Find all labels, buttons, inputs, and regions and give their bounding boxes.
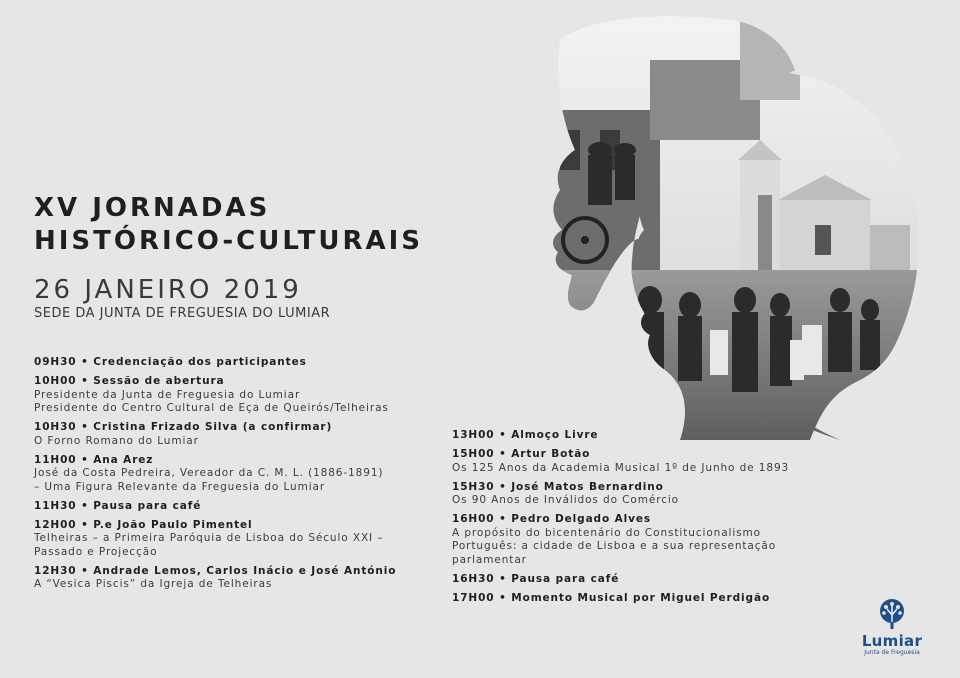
program-item (34, 500, 454, 514)
lumiar-logo (852, 598, 932, 656)
program-item-title: 13H00 • Almoço Livre (452, 429, 599, 441)
title-line-2: HISTÓRICO-CULTURAIS (34, 226, 423, 256)
program-item-title: 11H00 • Ana Arez (34, 453, 154, 466)
program-item-description: Português: a cidade de Lisboa e a sua representação (452, 540, 777, 552)
program-item-title: 09H30 • Credenciação dos participantes (34, 356, 307, 368)
logo-name: Lumiar (861, 632, 923, 650)
program-item-description: José da Costa Pedreira, Vereador da C. M. L. (1886-1891) (34, 467, 384, 479)
program-item-description: A propósito do bicentenário do Constitucionalismo (452, 526, 761, 539)
tree-icon (875, 598, 909, 630)
program-item-description: parlamentar (452, 553, 527, 566)
program-item (452, 592, 832, 606)
program-item-description: Presidente do Centro Cultural de Eça de Queirós/Telheiras (34, 402, 389, 414)
program-item (34, 454, 454, 495)
program-item-title: 12H30 • Andrade Lemos, Carlos Inácio e José António (34, 564, 397, 577)
program-item-title: 10H00 • Sessão de abertura (34, 375, 225, 387)
program-item (452, 448, 832, 475)
program-item (452, 429, 832, 443)
program-item (34, 421, 454, 448)
program-item (452, 573, 832, 587)
program-item-title: 16H30 • Pausa para café (452, 572, 620, 585)
program-item-title: 12H00 • P.e João Paulo Pimentel (34, 518, 253, 531)
event-venue: SEDE DA JUNTA DE FREGUESIA DO LUMIAR (34, 306, 331, 321)
program-right-column (452, 429, 832, 611)
program-item (34, 519, 454, 560)
program-item (34, 565, 454, 592)
silhouette-photo-artwork (540, 0, 960, 470)
program-item-title: 15H30 • José Matos Bernardino (452, 480, 664, 493)
program-item-description: – Uma Figura Relevante da Freguesia do Lumiar (34, 480, 326, 493)
program-item-description: Presidente da Junta de Freguesia do Lumiar (34, 388, 301, 401)
program-item (34, 356, 454, 370)
program-item-title: 10H30 • Cristina Frizado Silva (a confirmar) (34, 421, 333, 433)
event-date: 26 JANEIRO 2019 (34, 275, 302, 305)
event-title (34, 192, 423, 258)
program-item-title: 16H00 • Pedro Delgado Alves (452, 513, 652, 525)
program-item (452, 513, 832, 567)
logo-subtitle: Junta de Freguesia (864, 649, 920, 656)
program-item-title: 15H00 • Artur Botão (452, 448, 591, 460)
program-item-description: Os 90 Anos de Inválidos do Comércio (452, 494, 680, 506)
program-item-description: Os 125 Anos da Academia Musical 1º de Junho de 1893 (452, 461, 790, 474)
program-item-title: 17H00 • Momento Musical por Miguel Perdigão (452, 591, 771, 604)
title-line-1: XV JORNADAS (34, 193, 271, 223)
program-item (452, 481, 832, 508)
program-item-description: O Forno Romano do Lumiar (34, 434, 199, 447)
program-item-description: Passado e Projecção (34, 545, 158, 558)
program-item-title: 11H30 • Pausa para café (34, 499, 202, 512)
program-item-description: Telheiras – a Primeira Paróquia de Lisboa do Século XXI – (34, 532, 384, 544)
program-left-column (34, 356, 454, 597)
program-item-description: A “Vesica Piscis” da Igreja de Telheiras (34, 578, 273, 590)
program-item (34, 375, 454, 416)
